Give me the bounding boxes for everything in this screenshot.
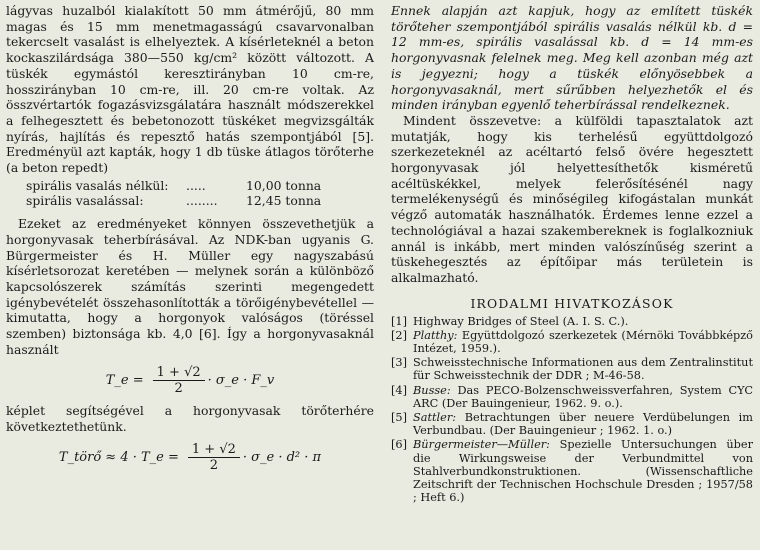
reference-body: Das PECO-Bolzenschweissverfahren, System CYC ARC (Der Bauingenieur, 1962. 9. o.). [413,383,753,410]
right-column [391,3,753,506]
measurement-list [6,178,374,209]
reference-body: Highway Bridges of Steel (A. I. S. C.). [413,314,629,328]
formula-fraction [153,365,205,396]
measurement-value: 10,00 tonna [246,177,322,193]
reference-number: [3] [391,356,408,370]
reference-body: Spezielle Untersuchungen über die Wirkungsweise der Verbundmittel von Stahlverbundkonstruktionen. (Wissenschaftliche Zeitschrift der Technischen Hochschule Dresden ; 1957/58 ; Heft 6.) [413,438,753,505]
paragraph-conclusion: Mindent összevetve: a külföldi tapasztalatok azt mutatják, hogy kis terhelésű együttdolgozó szerkezeteknél az acéltartó felső övére hegesztett horgonyvasak jól helyettesíthetők kisméretű acéltüskékkel, melyek felerősítésénél nagy termelékenységű és minőségileg kifogástalan munkát végző automaták használhatók. Érdemes lenne ezzel a technológiával a hazai szakembereknek is foglalkozniuk annál is inkább, mert minden valószínűség szerint a tüskehegesztés az építőipar más területein is alkalmazható. [391,112,753,285]
reference-text [413,315,753,328]
reference-item [391,384,753,410]
reference-number: [2] [391,328,408,342]
measurement-value: 12,45 tonna [246,193,322,209]
reference-author: Bürgermeister—Müller: [413,438,550,452]
reference-body: Schweisstechnische Informationen aus dem Zentralinstitut für Schweisstechnik der DDR ; M-46-58. [413,356,753,383]
reference-list [391,315,753,505]
reference-body: Együttdolgozó szerkezetek (Mérnöki Továbbképző Intézet, 1959.). [413,328,753,356]
paragraph-formula-note: képlet segítségével a horgonyvasak törőterhére következtethetünk. [6,403,374,435]
formula-lhs: T_e = [105,372,144,388]
reference-number: [5] [391,411,408,425]
formula-lhs: T_törő ≈ 4 · T_e = [58,450,179,466]
reference-body: Betrachtungen über neuere Verdübelungen im Verbundbau. (Der Bauingenieur ; 1962. 1. o.) [413,411,753,438]
formula-ttoro [6,435,374,481]
reference-item [391,329,753,355]
paragraph-comparison: Ezeket az eredményeket könnyen összevethetjük a horgonyvasak teherbírásával. Az NDK-ban ugyanis G. Bürgermeister és H. Müller egy nagyszabású kísérletsorozat keretében — melynek során a különböző kapcsolószerek számítás szerinti megengedett igénybevételét összehasonlították a törőigénybevétellel — kimutatta, hogy a horgonyok valóságos (töréssel szemben) biztonsága kb. 4,0 [6]. Így a horgonyvasaknál használt [6,216,374,357]
reference-number: [6] [391,438,408,452]
reference-item [391,356,753,382]
measurement-label: spirális vasalással: [26,193,144,209]
left-column [6,3,374,481]
paragraph-result: Ennek alapján azt kapjuk, hogy az említett tüskék törőteher szempontjából spirális vasalás nélkül kb. d = 12 mm-es, spirális vasalással kb. d = 14 mm-es horgonyvasnak felelnek meg. Meg kell azonban még azt is jegyezni; hogy a tüskék előnyösebbek a horgonyvasaknál, mert sűrűbben helyezhetők el és minden irányban egyenlő teherbírással rendelkeznek. [391,3,753,113]
reference-item [391,411,753,437]
formula-rest: · σ_e · F_v [207,372,275,388]
fraction-numerator: 1 + √2 [153,365,205,381]
formula-te [6,357,374,403]
measurement-row [6,193,374,209]
reference-item [391,438,753,504]
reference-author: Platthy: [413,328,458,342]
reference-item [391,315,753,328]
reference-author: Sattler: [413,411,457,425]
fraction-denominator: 2 [174,380,183,396]
reference-text [413,384,753,410]
reference-text [413,411,753,437]
references-heading: IRODALMI HIVATKOZÁSOK [470,295,674,311]
reference-text [413,356,753,382]
measurement-dots: ........ [186,193,218,209]
reference-text [413,329,753,355]
fraction-numerator: 1 + √2 [188,442,240,458]
measurement-label: spirális vasalás nélkül: [26,177,169,193]
reference-author: Busse: [413,383,451,397]
reference-number: [4] [391,383,408,397]
measurement-row [6,178,374,194]
fraction-denominator: 2 [209,458,219,474]
reference-text [413,438,753,504]
formula-fraction [188,442,240,473]
reference-number: [1] [391,314,408,328]
formula-rest: · σ_e · d² · π [242,450,322,466]
measurement-dots: ..... [186,177,206,193]
paragraph-intro: lágyvas huzalból kialakított 50 mm átmérőjű, 80 mm magas és 15 mm menetmagasságú csavarvonalban tekercselt vasalást is elhelyeztek. A kísérleteknél a beton kockaszilárdsága 380—550 kg/cm² között változott. A tüskék egymástól keresztirányban 10 cm-re, hosszirányban 10 cm-re, ill. 20 cm-re voltak. Az összvértartók fogazásvizsgálatára használt módszerekkel a felhegesztett és bebetonozott tüskéket megvizsgálták nyírás, hajlítás és repesztő hatás szempontjából [5]. Eredményül azt kapták, hogy 1 db tüske átlagos törőterhe (a beton repedt) [6,3,374,176]
